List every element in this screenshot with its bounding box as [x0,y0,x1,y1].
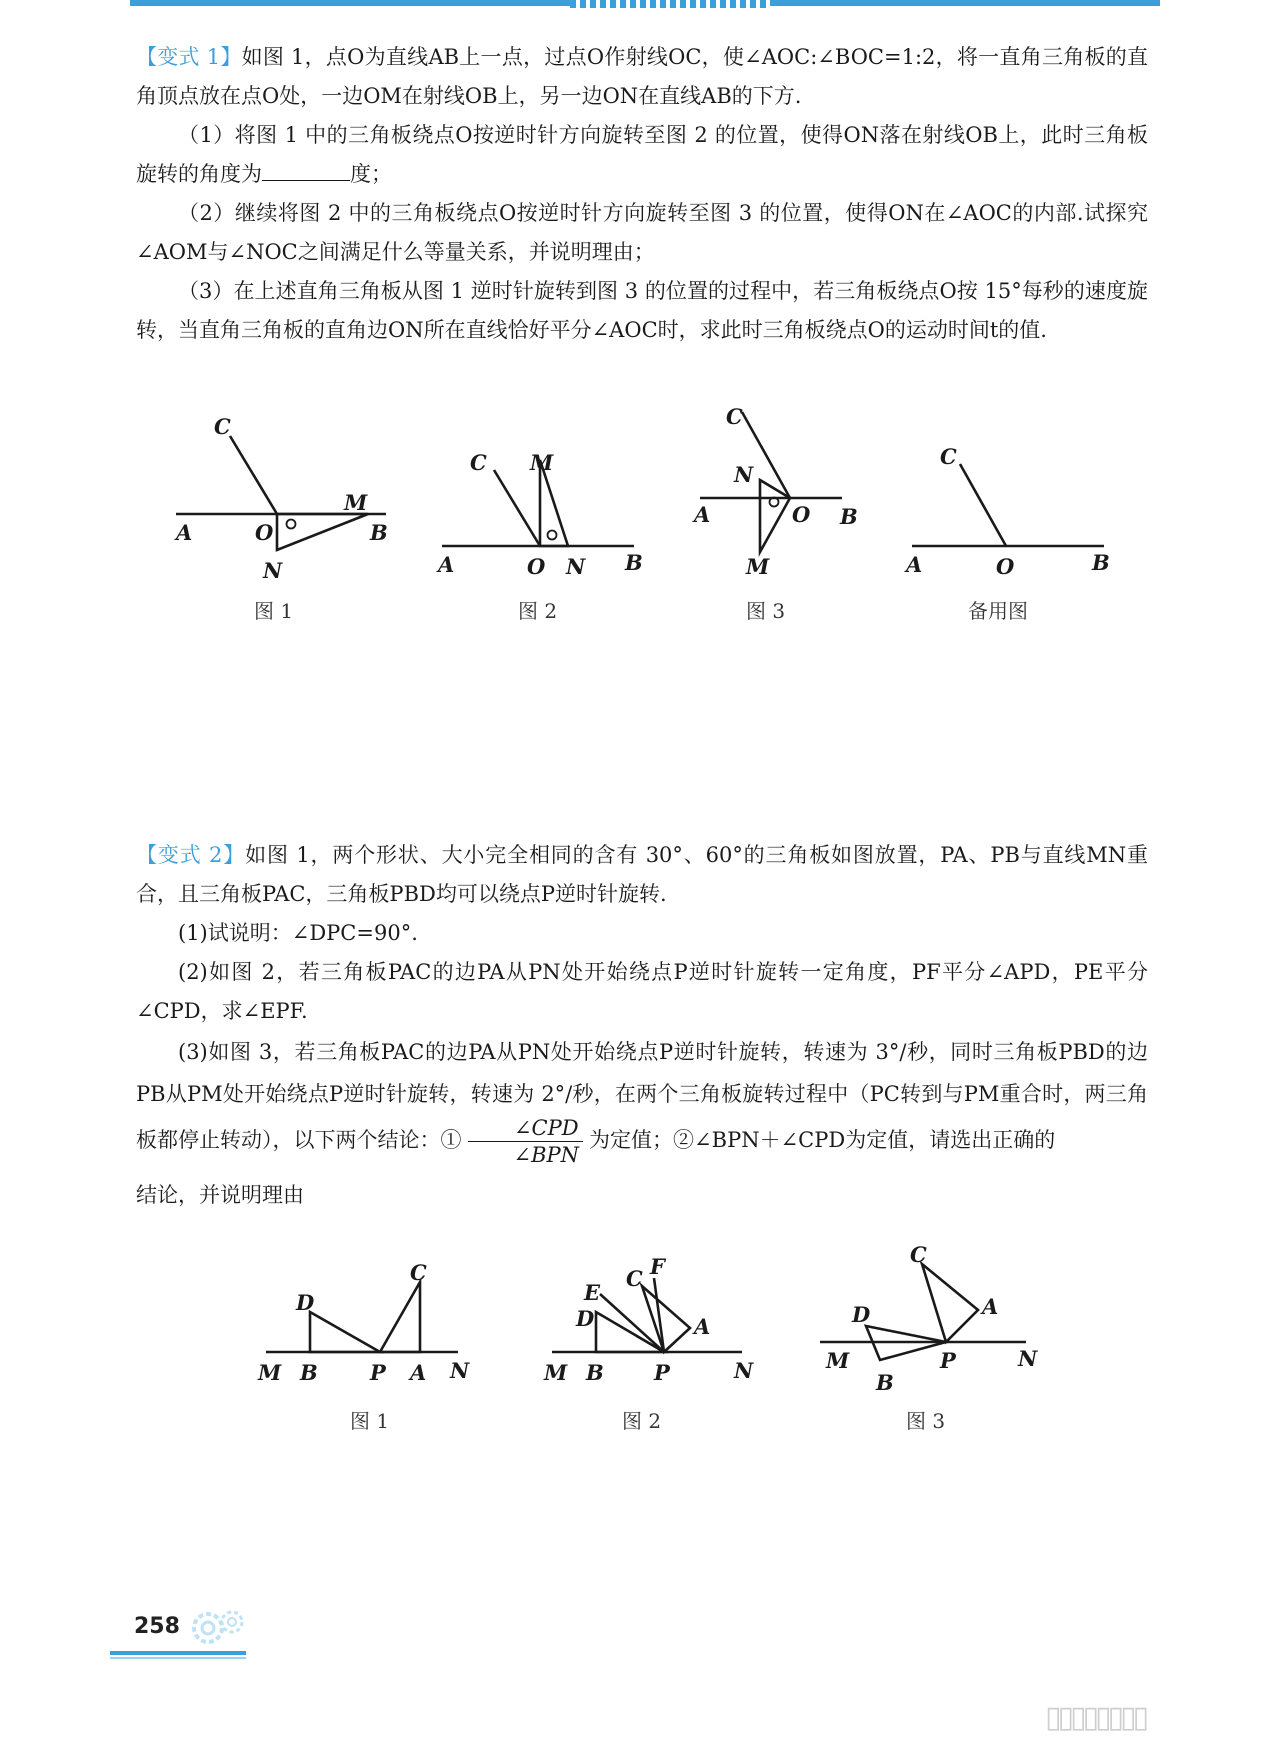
problem-1-intro: 如图 1，点O为直线AB上一点，过点O作射线OC，使∠AOC:∠BOC=1:2，将一直角三角板的直角顶点放在点O处，一边OM在射线OB上，另一边ON在直线AB的下方. [136,45,1148,108]
p2f3-caption: 图 3 [906,1409,946,1433]
p2f3-triangle-pac [922,1264,978,1342]
p2f1-label-d: D [296,1290,315,1315]
p1f3-label-a: A [694,502,711,527]
p2f1-label-n: N [450,1358,470,1383]
problem-2-question-3-end: 结论，并说明理由 [136,1183,304,1207]
p1f2-triangle-hole [548,531,557,540]
fraction-cpd-over-bpn [468,1115,584,1168]
page-number: 258 [134,1614,180,1639]
p1f2-label-a: A [438,552,455,577]
p2f2-label-c: C [626,1266,643,1291]
footer-bar-secondary [110,1657,246,1659]
problem-1-question-1-unit: 度； [350,162,392,186]
p1f3-label-c: C [726,404,743,429]
p1f1-label-a: A [176,520,193,545]
p2f3-label-d: D [852,1302,871,1327]
problem-2-tag: 【变式 2】 [136,843,246,867]
p1f3-label-b: B [840,504,858,529]
p1f3-label-m: M [746,554,770,579]
p1f1-label-c: C [214,414,231,439]
header-decoration [570,0,770,8]
problem-1-question-1: （1）将图 1 中的三角板绕点O按逆时针方向旋转至图 2 的位置，使得ON落在射线OB上，此时三角板旋转的角度为 [136,123,1148,186]
p1-figure-1 [174,414,388,623]
p1f4-label-c: C [940,444,957,469]
problem-1-tag: 【变式 1】 [136,45,242,69]
p1f4-label-a: A [906,552,923,577]
p2f3-label-m: M [826,1348,850,1373]
fraction-numerator: ∠CPD [468,1115,584,1142]
p1f4-label-o: O [996,554,1015,579]
p2f1-triangle-pbd [310,1312,380,1352]
p1f2-label-n: N [566,554,586,579]
p1f1-label-n: N [263,558,283,583]
p1f1-label-b: B [370,520,388,545]
p2f2-label-b: B [586,1360,604,1385]
p1f1-ray-oc [230,436,277,514]
problem-1-figures [0,390,1280,630]
p2f3-label-p: P [940,1348,956,1373]
p1f2-label-c: C [470,450,487,475]
p2-figure-1 [257,1260,470,1433]
p2f3-label-b: B [876,1370,894,1395]
p1f1-caption: 图 1 [254,599,294,623]
p1f1-label-m: M [344,490,368,515]
p2f2-label-p: P [654,1360,670,1385]
problem-2-question-2: (2)如图 2，若三角板PAC的边PA从PN处开始绕点P逆时针旋转一定角度，PF平分∠APD，PE平分∠CPD，求∠EPF. [136,960,1148,1023]
fraction-denominator: ∠BPN [513,1143,580,1167]
p2f1-caption: 图 1 [350,1409,390,1433]
problem-2-question-3: (3)如图 3，若三角板PAC的边PA从PN处开始绕点P逆时针旋转，转速为 3°/秒，同时三角板PBD的边PB从PM处开始绕点P逆时针旋转，转速为 2°/秒，在两个三角板旋转过程中（PC转到与PM重合时，两三角板都停止转动），以下两个结论：① [136,1040,1148,1152]
problem-2-question-1: (1)试说明：∠DPC=90°. [178,921,418,945]
p2f1-label-p: P [370,1360,386,1385]
p1f2-label-b: B [625,550,643,575]
p2f1-triangle-pac [380,1282,420,1352]
p1f1-triangle-hole [287,520,296,529]
problem-2-intro: 如图 1，两个形状、大小完全相同的含有 30°、60°的三角板如图放置，PA、PB与直线MN重合，且三角板PAC，三角板PBD均可以绕点P逆时针旋转. [136,843,1148,906]
problem-1 [136,38,1148,350]
p1f3-label-o: O [792,502,811,527]
p2f2-label-e: E [584,1280,601,1305]
p2f1-label-m: M [258,1360,282,1385]
p2f2-label-n: N [734,1358,754,1383]
p1-figure-2 [436,450,643,623]
p1f2-label-m: M [530,450,554,475]
problem-2 [136,836,1148,1215]
p1f1-label-o: O [255,520,274,545]
p1f4-caption: 备用图 [968,599,1028,623]
p2f2-label-d: D [576,1306,595,1331]
p1f3-label-n: N [734,462,754,487]
gear-icon [188,1604,248,1650]
problem-2-question-3-middle: 为定值；②∠BPN＋∠CPD为定值，请选出正确的 [589,1128,1056,1152]
p2f1-label-a: A [410,1360,427,1385]
p1f2-ray-oc [494,470,540,546]
p2f2-label-a: A [694,1314,711,1339]
p1f4-ray-oc [960,464,1006,546]
p1f3-caption: 图 3 [746,599,786,623]
p1-figure-3 [692,404,858,623]
p2f2-caption: 图 2 [622,1409,662,1433]
p1-figure-spare [904,444,1110,623]
answer-blank[interactable] [262,160,350,181]
p2f3-label-c: C [910,1242,927,1267]
p2f1-label-c: C [410,1260,427,1285]
p2-figure-2 [543,1254,754,1433]
problem-1-question-2: （2）继续将图 2 中的三角板绕点O按逆时针方向旋转至图 3 的位置，使得ON在∠AOC的内部.试探究∠AOM与∠NOC之间满足什么等量关系，并说明理由； [136,201,1148,264]
p2f2-label-m: M [544,1360,568,1385]
p1f2-caption: 图 2 [518,599,558,623]
p2f3-label-a: A [982,1294,999,1319]
p2f2-label-f: F [650,1254,665,1279]
p2f1-label-b: B [300,1360,318,1385]
p1f2-label-o: O [527,554,546,579]
problem-2-figures [0,1230,1280,1450]
p2-figure-3 [820,1242,1038,1433]
footer-bar [110,1651,246,1655]
watermark: ▯▯▯▯▯▯▯▯ [1045,1700,1146,1735]
p1f4-label-b: B [1092,550,1110,575]
p2f3-label-n: N [1018,1346,1038,1371]
problem-1-question-3: （3）在上述直角三角板从图 1 逆时针旋转到图 3 的位置的过程中，若三角板绕点O按 15°每秒的速度旋转，当直角三角板的直角边ON所在直线恰好平分∠AOC时，求此时三角板绕点O的运动时间t的值. [136,279,1148,342]
